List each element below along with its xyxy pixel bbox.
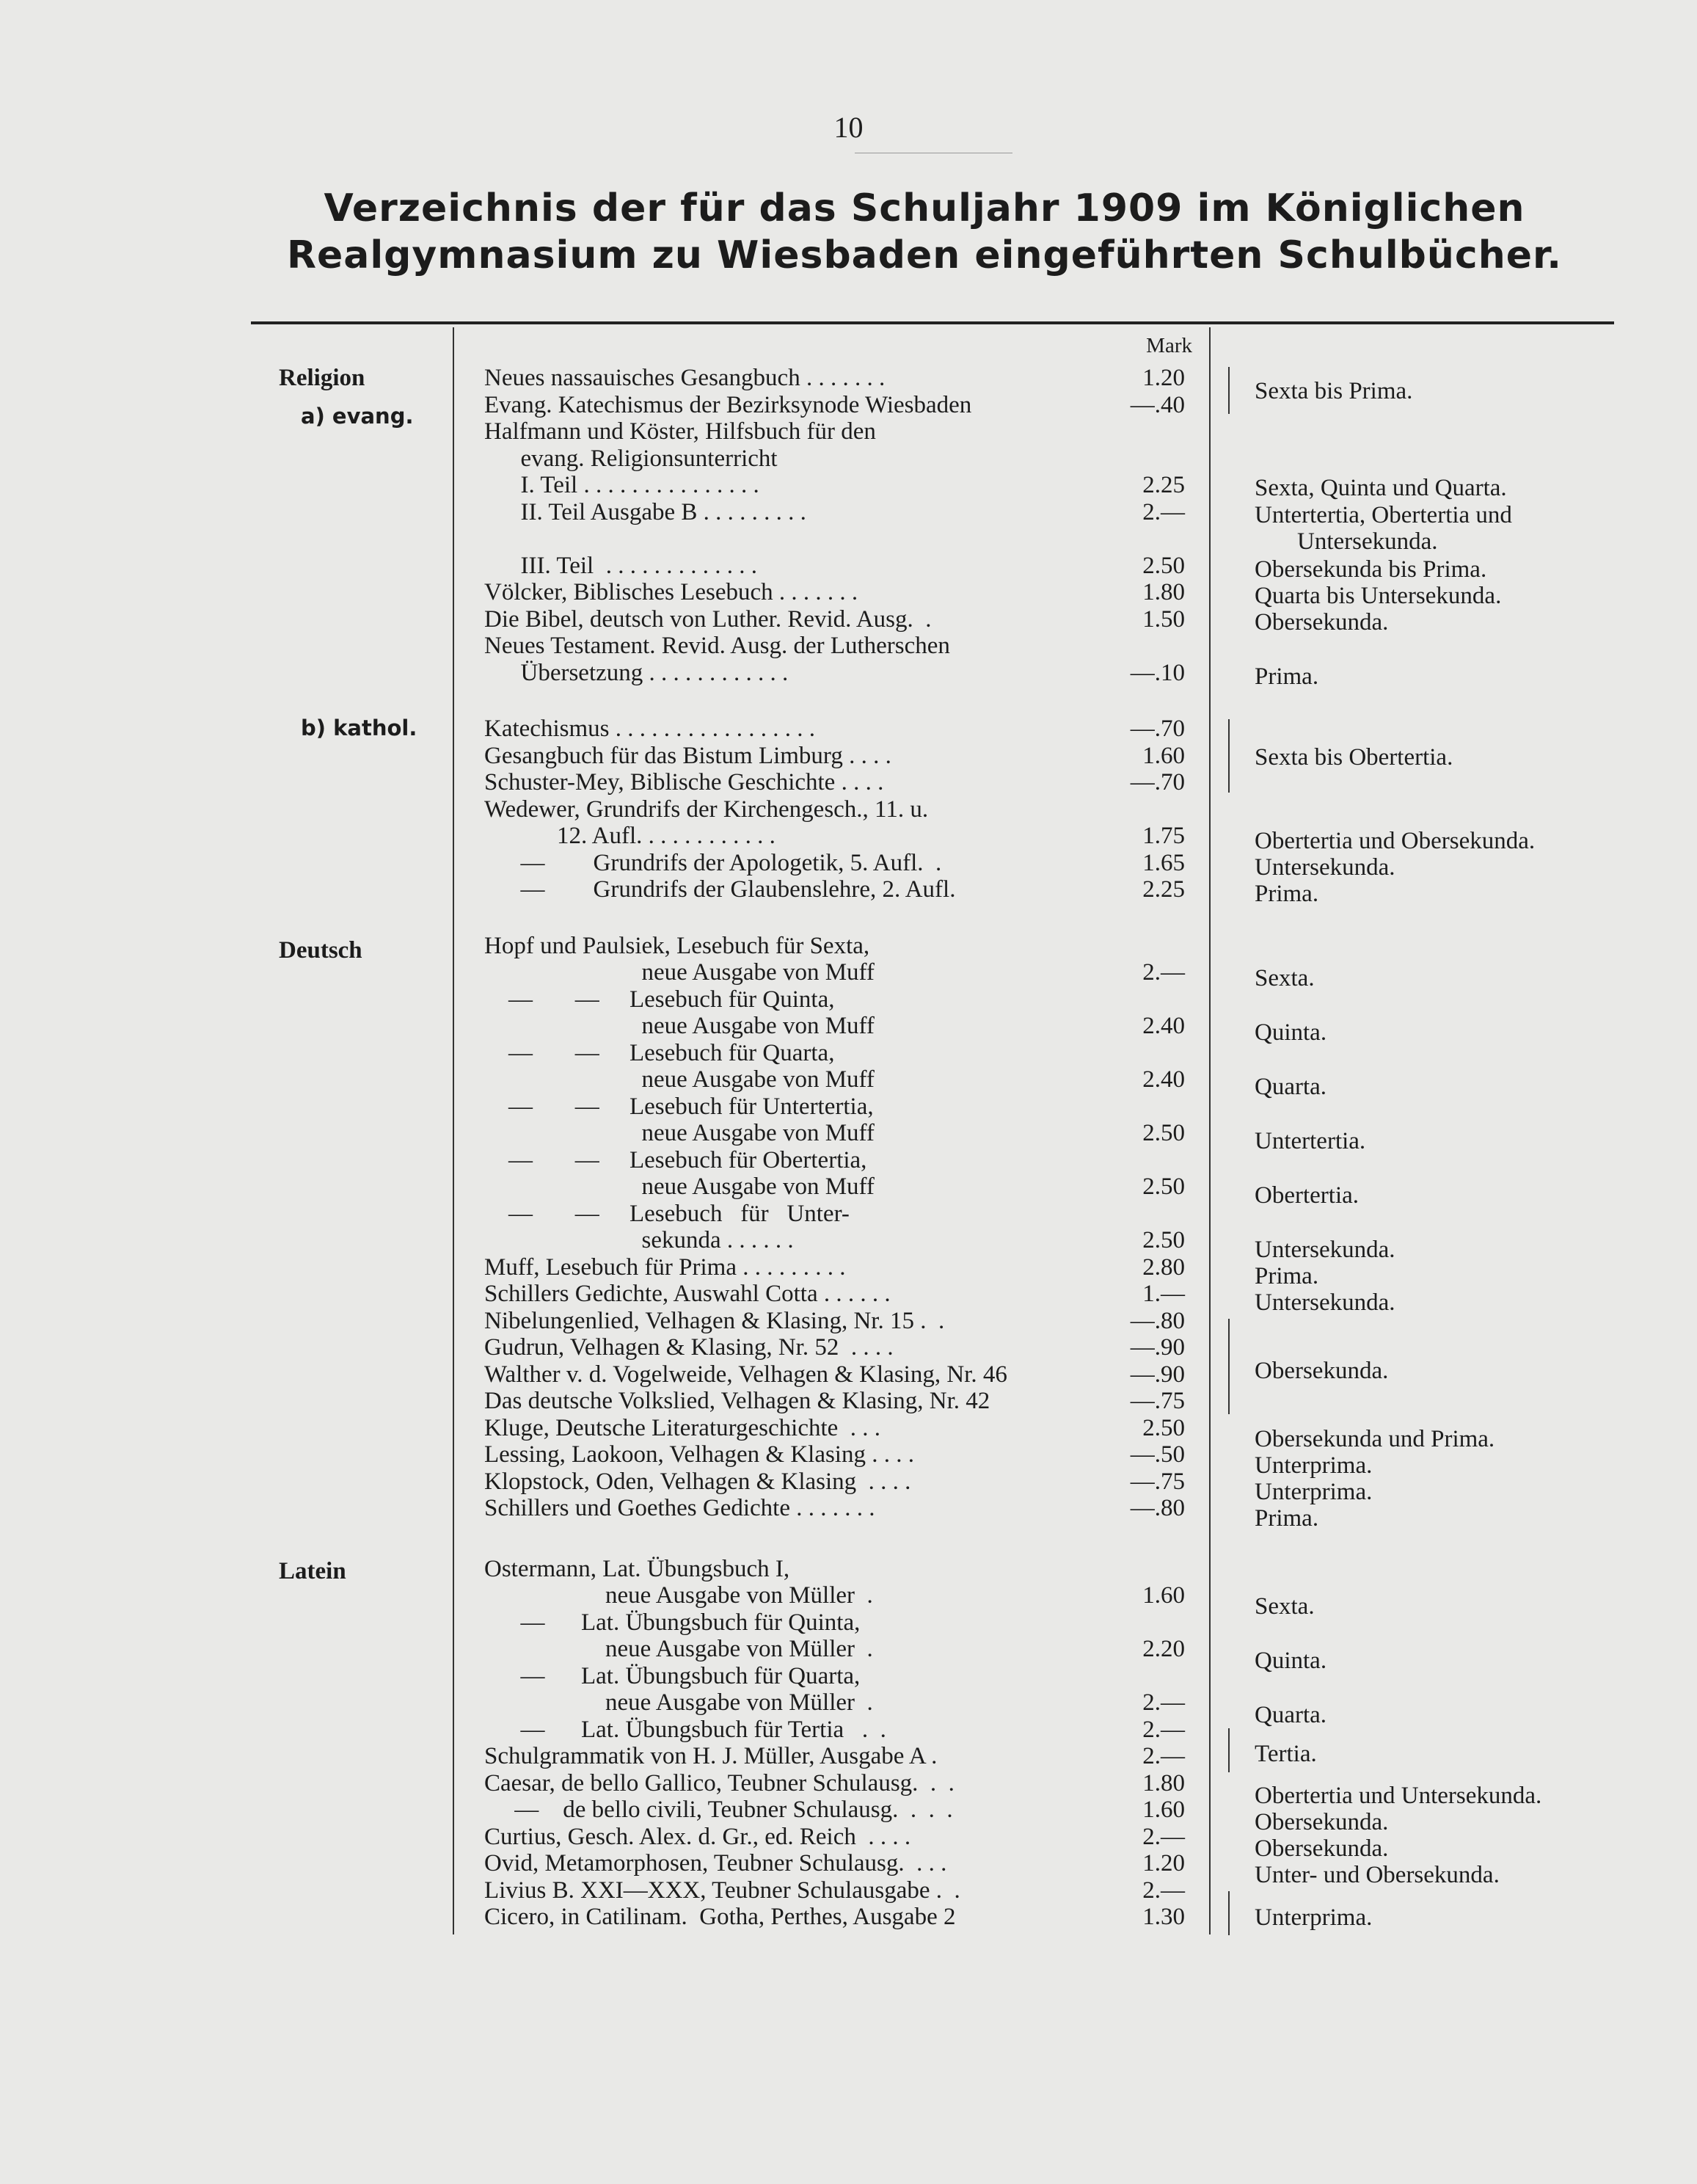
table-row — [484, 1040, 1189, 1066]
book-title: Neues nassauisches Gesangbuch . . . . . . . — [484, 365, 886, 391]
table-row — [484, 769, 1189, 796]
book-price: 1.— — [1142, 1281, 1185, 1307]
class-label: Untertertia, Obertertia und — [1255, 502, 1512, 528]
class-label: Untersekunda. — [1297, 528, 1438, 555]
book-price: 2.50 — [1142, 1227, 1185, 1253]
table-row — [484, 1093, 1189, 1120]
table-row — [484, 1582, 1189, 1609]
table-row — [484, 606, 1189, 633]
book-title: neue Ausgabe von Muff — [484, 1066, 875, 1093]
book-title: — Grundrifs der Glaubenslehre, 2. Aufl. — [484, 876, 956, 903]
book-price: —.50 — [1130, 1441, 1185, 1468]
table-row — [484, 1743, 1189, 1769]
table-row — [484, 525, 1189, 552]
class-label: Prima. — [1255, 663, 1319, 690]
book-title: Livius B. XXI—XXX, Teubner Schulausgabe . . — [484, 1877, 960, 1904]
book-price: 2.80 — [1142, 1254, 1185, 1281]
class-label: Prima. — [1255, 881, 1319, 907]
book-title: Wedewer, Grundrifs der Kirchengesch., 11. u. — [484, 796, 929, 823]
class-label: Quarta. — [1255, 1702, 1327, 1728]
table-row — [484, 365, 1189, 391]
book-price: 2.— — [1142, 499, 1185, 525]
book-price: 2.20 — [1142, 1636, 1185, 1662]
table-row — [484, 418, 1189, 445]
mark-column-header: Mark — [1146, 334, 1192, 357]
table-row — [484, 1334, 1189, 1361]
book-title: — — Lesebuch für Obertertia, — [484, 1147, 867, 1173]
brace — [1218, 1891, 1230, 1935]
brace — [1218, 1319, 1230, 1414]
table-row — [484, 1361, 1189, 1388]
book-title: — Lat. Übungsbuch für Quinta, — [484, 1609, 861, 1636]
table-row — [484, 823, 1189, 849]
class-label: Untersekunda. — [1255, 1237, 1395, 1263]
book-title: Gesangbuch für das Bistum Limburg . . . . — [484, 743, 891, 769]
book-title: neue Ausgabe von Müller . — [484, 1582, 873, 1609]
table-top-rule — [251, 321, 1614, 324]
table-row — [484, 1877, 1189, 1904]
table-row — [484, 850, 1189, 876]
table-row — [484, 1254, 1189, 1281]
book-price: 2.40 — [1142, 1013, 1185, 1039]
book-price: —.70 — [1130, 716, 1185, 742]
book-price: 1.20 — [1142, 1850, 1185, 1877]
table-row — [484, 716, 1189, 742]
book-price: 1.60 — [1142, 743, 1185, 769]
table-row — [484, 472, 1189, 498]
class-label: Quarta. — [1255, 1074, 1327, 1100]
book-title: Klopstock, Oden, Velhagen & Klasing . . . . — [484, 1468, 911, 1495]
book-title: Die Bibel, deutsch von Luther. Revid. Ausg. . — [484, 606, 932, 633]
book-title: Schillers und Goethes Gedichte . . . . . . . — [484, 1495, 875, 1521]
class-label: Quarta bis Untersekunda. — [1255, 583, 1502, 609]
category-kathol: b) kathol. — [301, 716, 417, 740]
book-price: 1.60 — [1142, 1797, 1185, 1823]
book-title: Schillers Gedichte, Auswahl Cotta . . . . . . — [484, 1281, 891, 1307]
class-label: Prima. — [1255, 1505, 1319, 1532]
class-label: Obersekunda. — [1255, 1809, 1389, 1835]
book-title: 12. Aufl. . . . . . . . . . . . — [484, 823, 775, 849]
table-row — [484, 392, 1189, 418]
class-label: Sexta bis Obertertia. — [1255, 744, 1453, 771]
class-label: Untersekunda. — [1255, 854, 1395, 881]
book-price: 1.80 — [1142, 579, 1185, 605]
book-price: 2.25 — [1142, 876, 1185, 903]
book-title: — — Lesebuch für Unter- — [484, 1201, 850, 1227]
book-title: Ovid, Metamorphosen, Teubner Schulausg. . . . — [484, 1850, 947, 1877]
class-label: Obersekunda. — [1255, 609, 1389, 636]
table-row — [484, 1388, 1189, 1414]
book-price: —.80 — [1130, 1308, 1185, 1334]
class-label: Sexta, Quinta und Quarta. — [1255, 475, 1507, 501]
book-title: Das deutsche Volkslied, Velhagen & Klasing, Nr. 42 — [484, 1388, 990, 1414]
table-row — [484, 959, 1189, 986]
class-label: Obersekunda. — [1255, 1358, 1389, 1384]
book-title: Neues Testament. Revid. Ausg. der Lutherschen — [484, 633, 950, 659]
class-label: Obertertia. — [1255, 1182, 1360, 1209]
book-title: neue Ausgabe von Muff — [484, 1173, 875, 1200]
table-row — [484, 1066, 1189, 1093]
table-row — [484, 1850, 1189, 1877]
table-row — [484, 579, 1189, 605]
table-row — [484, 986, 1189, 1013]
category-religion: Religion — [279, 365, 365, 391]
book-title: Muff, Lesebuch für Prima . . . . . . . . . — [484, 1254, 846, 1281]
table-row — [484, 933, 1189, 959]
table-row — [484, 1824, 1189, 1850]
table-row — [484, 1663, 1189, 1689]
class-label: Tertia. — [1255, 1741, 1317, 1767]
table-row — [484, 499, 1189, 525]
book-title: Cicero, in Catilinam. Gotha, Perthes, Ausgabe 2 — [484, 1904, 956, 1930]
table-row — [484, 1770, 1189, 1797]
table-row — [484, 1120, 1189, 1146]
class-label: Unterprima. — [1255, 1904, 1373, 1931]
table-row — [484, 743, 1189, 769]
table-row — [484, 1609, 1189, 1636]
table-row — [484, 1308, 1189, 1334]
table-row — [484, 1468, 1189, 1495]
table-row — [484, 1281, 1189, 1307]
book-price: —.75 — [1130, 1468, 1185, 1495]
book-title: neue Ausgabe von Muff — [484, 1013, 875, 1039]
book-title: — — Lesebuch für Quarta, — [484, 1040, 835, 1066]
table-row — [484, 1415, 1189, 1441]
class-label: Quinta. — [1255, 1648, 1327, 1674]
book-title: Katechismus . . . . . . . . . . . . . . . . . — [484, 716, 815, 742]
book-title: — Grundrifs der Apologetik, 5. Aufl. . — [484, 850, 942, 876]
class-label: Obersekunda bis Prima. — [1255, 556, 1487, 583]
book-price: 2.25 — [1142, 472, 1185, 498]
book-price: —.40 — [1130, 392, 1185, 418]
book-price: 1.75 — [1142, 823, 1185, 849]
book-price: 2.— — [1142, 1743, 1185, 1769]
table-row — [484, 1556, 1189, 1582]
table-row — [484, 1797, 1189, 1823]
table-row — [484, 1441, 1189, 1468]
right-column-divider — [1209, 327, 1211, 1934]
book-price: 2.50 — [1142, 1120, 1185, 1146]
page-title — [249, 185, 1599, 279]
book-price: —.10 — [1130, 660, 1185, 686]
book-title: Nibelungenlied, Velhagen & Klasing, Nr. 15 . . — [484, 1308, 945, 1334]
table-row — [484, 1717, 1189, 1743]
book-price: —.75 — [1130, 1388, 1185, 1414]
book-price: 1.65 — [1142, 850, 1185, 876]
table-row — [484, 876, 1189, 903]
book-title: Curtius, Gesch. Alex. d. Gr., ed. Reich . . . . — [484, 1824, 911, 1850]
book-price: 2.50 — [1142, 1415, 1185, 1441]
book-title: neue Ausgabe von Müller . — [484, 1689, 873, 1716]
book-title: Schuster-Mey, Biblische Geschichte . . . . — [484, 769, 884, 796]
book-title: Caesar, de bello Gallico, Teubner Schulausg. . . — [484, 1770, 955, 1797]
page-number: 10 — [833, 111, 864, 144]
book-price: 2.— — [1142, 1689, 1185, 1716]
class-label: Untersekunda. — [1255, 1289, 1395, 1316]
book-title: Völcker, Biblisches Lesebuch . . . . . . . — [484, 579, 858, 605]
book-price: 2.— — [1142, 1877, 1185, 1904]
table-row — [484, 796, 1189, 823]
table-row — [484, 1495, 1189, 1521]
book-title: sekunda . . . . . . — [484, 1227, 794, 1253]
book-title: evang. Religionsunterricht — [484, 445, 778, 472]
book-title: I. Teil . . . . . . . . . . . . . . . — [484, 472, 759, 498]
brace — [1218, 719, 1230, 793]
book-title: — Lat. Übungsbuch für Tertia . . — [484, 1717, 886, 1743]
book-title: — — Lesebuch für Untertertia, — [484, 1093, 874, 1120]
title-line-1: Verzeichnis der für das Schuljahr 1909 im Königlichen — [324, 186, 1525, 230]
book-title: — de bello civili, Teubner Schulausg. . . . — [484, 1797, 953, 1823]
table-row — [484, 1636, 1189, 1662]
book-title: neue Ausgabe von Müller . — [484, 1636, 873, 1662]
book-price: —.90 — [1130, 1334, 1185, 1361]
class-label: Untertertia. — [1255, 1128, 1366, 1154]
book-title: II. Teil Ausgabe B . . . . . . . . . — [484, 499, 806, 525]
book-title: Walther v. d. Vogelweide, Velhagen & Klasing, Nr. 46 — [484, 1361, 1007, 1388]
table-row — [484, 1013, 1189, 1039]
class-label: Unter- und Obersekunda. — [1255, 1862, 1500, 1888]
table-row — [484, 1227, 1189, 1253]
class-label: Unterprima. — [1255, 1479, 1373, 1505]
title-line-2: Realgymnasium zu Wiesbaden eingeführten Schulbücher. — [286, 233, 1563, 277]
book-price: 2.— — [1142, 959, 1185, 986]
brace — [1218, 367, 1230, 414]
book-price: 2.50 — [1142, 1173, 1185, 1200]
brace — [1218, 1728, 1230, 1772]
category-deutsch: Deutsch — [279, 937, 362, 964]
book-price: —.80 — [1130, 1495, 1185, 1521]
book-price: 1.60 — [1142, 1582, 1185, 1609]
book-price: 2.— — [1142, 1824, 1185, 1850]
book-price: 1.80 — [1142, 1770, 1185, 1797]
class-label: Sexta bis Prima. — [1255, 378, 1413, 404]
book-price: 1.30 — [1142, 1904, 1185, 1930]
table-row — [484, 1173, 1189, 1200]
book-price: —.90 — [1130, 1361, 1185, 1388]
book-title: III. Teil . . . . . . . . . . . . . — [484, 553, 757, 579]
class-label: Prima. — [1255, 1263, 1319, 1289]
book-title: — — Lesebuch für Quinta, — [484, 986, 835, 1013]
book-price: —.70 — [1130, 769, 1185, 796]
book-title: Halfmann und Köster, Hilfsbuch für den — [484, 418, 876, 445]
class-label: Obersekunda. — [1255, 1835, 1389, 1862]
book-title: Übersetzung . . . . . . . . . . . . — [484, 660, 789, 686]
table-row — [484, 1147, 1189, 1173]
table-row — [484, 445, 1189, 472]
book-price: 2.— — [1142, 1717, 1185, 1743]
table-row — [484, 1904, 1189, 1930]
book-title: Schulgrammatik von H. J. Müller, Ausgabe A . — [484, 1743, 938, 1769]
class-label: Obertertia und Obersekunda. — [1255, 828, 1536, 854]
book-title: Ostermann, Lat. Übungsbuch I, — [484, 1556, 790, 1582]
book-price: 1.20 — [1142, 365, 1185, 391]
table-row — [484, 633, 1189, 659]
table-row — [484, 553, 1189, 579]
class-label: Sexta. — [1255, 1593, 1315, 1620]
class-label: Sexta. — [1255, 965, 1315, 991]
book-title: — Lat. Übungsbuch für Quarta, — [484, 1663, 861, 1689]
table-row — [484, 1201, 1189, 1227]
book-title: neue Ausgabe von Muff — [484, 959, 875, 986]
book-title: Kluge, Deutsche Literaturgeschichte . . . — [484, 1415, 881, 1441]
book-price: 1.50 — [1142, 606, 1185, 633]
book-price: 2.50 — [1142, 553, 1185, 579]
category-latein: Latein — [279, 1558, 346, 1584]
class-label: Unterprima. — [1255, 1452, 1373, 1479]
book-title: Evang. Katechismus der Bezirksynode Wiesbaden — [484, 392, 972, 418]
table-row — [484, 660, 1189, 686]
class-label: Quinta. — [1255, 1019, 1327, 1046]
book-title: Hopf und Paulsiek, Lesebuch für Sexta, — [484, 933, 870, 959]
book-title: neue Ausgabe von Muff — [484, 1120, 875, 1146]
book-title: Gudrun, Velhagen & Klasing, Nr. 52 . . . . — [484, 1334, 894, 1361]
book-title: Lessing, Laokoon, Velhagen & Klasing . . . . — [484, 1441, 914, 1468]
table-row — [484, 1689, 1189, 1716]
class-label: Obersekunda und Prima. — [1255, 1426, 1495, 1452]
class-label: Obertertia und Untersekunda. — [1255, 1783, 1542, 1809]
left-column-divider — [453, 327, 454, 1934]
category-evang: a) evang. — [301, 404, 414, 429]
book-price: 2.40 — [1142, 1066, 1185, 1093]
